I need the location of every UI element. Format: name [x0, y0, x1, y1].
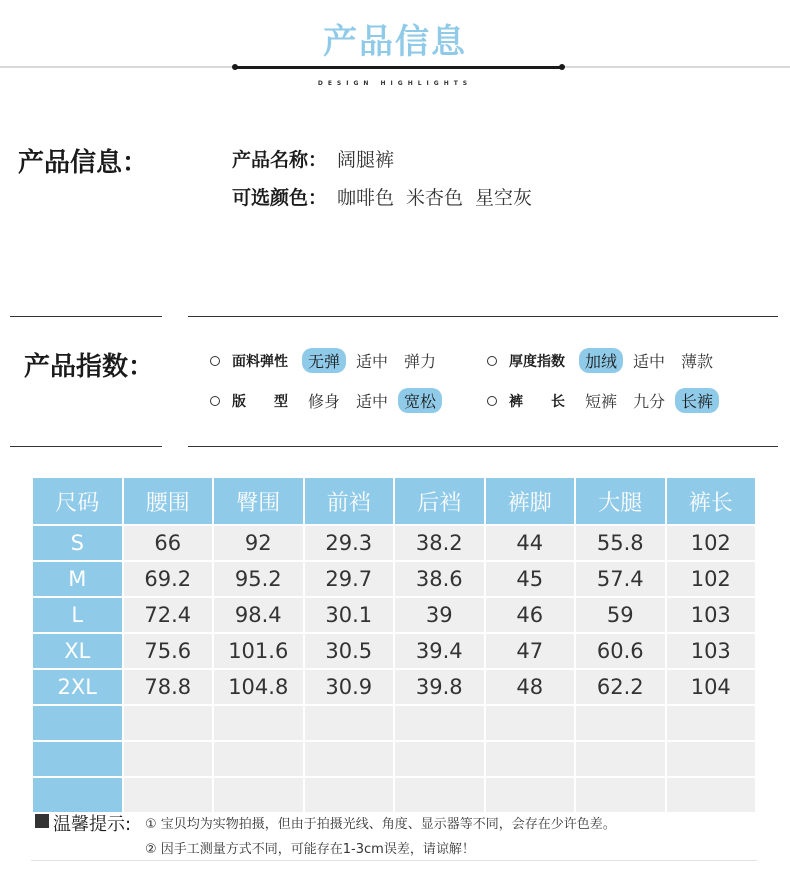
table-row	[33, 526, 755, 560]
tips-label: 温馨提示:	[53, 814, 132, 835]
size-cell: L	[33, 598, 122, 632]
index-group-length	[487, 388, 723, 413]
index-option-selected: 无弹	[302, 348, 346, 373]
product-index-heading: 产品指数：	[24, 352, 155, 382]
index-option: 薄款	[681, 352, 714, 371]
index-group-label: 厚度指数	[509, 353, 565, 370]
measurement-cell: 102	[667, 562, 756, 596]
measurement-cell: 29.7	[305, 562, 394, 596]
index-group-fit	[210, 388, 446, 413]
size-table-body	[33, 526, 755, 812]
table-row	[33, 778, 755, 812]
size-cell: XL	[33, 634, 122, 668]
table-row	[33, 562, 755, 596]
column-header: 前裆	[305, 478, 394, 524]
tip-item: ① 宝贝均为实物拍摄，但由于拍摄光线、角度、显示器等不同，会存在少许色差。	[145, 817, 616, 832]
header-dot-left	[232, 64, 238, 70]
tip-item: ② 因手工测量方式不同，可能存在1-3cm误差，请谅解！	[145, 842, 475, 857]
index-option-selected: 加绒	[579, 348, 623, 373]
measurement-cell: 62.2	[576, 670, 665, 704]
index-option: 适中	[356, 352, 389, 371]
measurement-cell	[214, 778, 303, 812]
table-row	[33, 634, 755, 668]
color-option: 星空灰	[475, 187, 533, 209]
table-header-row	[33, 478, 755, 524]
bullet-circle-icon	[210, 396, 220, 406]
measurement-cell: 72.4	[124, 598, 213, 632]
index-option: 弹力	[404, 352, 437, 371]
index-option: 适中	[633, 352, 666, 371]
measurement-cell	[486, 778, 575, 812]
product-colors-row	[232, 183, 544, 210]
product-info-heading: 产品信息：	[18, 148, 149, 178]
measurement-cell: 60.6	[576, 634, 665, 668]
column-header: 裤脚	[486, 478, 575, 524]
color-option: 米杏色	[406, 187, 464, 209]
column-header: 裤长	[667, 478, 756, 524]
measurement-cell: 39.8	[395, 670, 484, 704]
measurement-cell: 44	[486, 526, 575, 560]
header-dot-right	[559, 64, 565, 70]
size-cell	[33, 778, 122, 812]
measurement-cell: 30.9	[305, 670, 394, 704]
index-option: 适中	[356, 392, 389, 411]
table-row	[33, 706, 755, 740]
measurement-cell	[395, 742, 484, 776]
measurement-cell: 101.6	[214, 634, 303, 668]
page-title: 产品信息	[323, 22, 467, 62]
column-header: 臀围	[214, 478, 303, 524]
size-cell	[33, 706, 122, 740]
measurement-cell	[667, 778, 756, 812]
measurement-cell: 30.5	[305, 634, 394, 668]
measurement-cell: 98.4	[214, 598, 303, 632]
measurement-cell: 59	[576, 598, 665, 632]
measurement-cell: 75.6	[124, 634, 213, 668]
measurement-cell: 38.6	[395, 562, 484, 596]
measurement-cell: 46	[486, 598, 575, 632]
table-row	[33, 598, 755, 632]
column-header: 大腿	[576, 478, 665, 524]
tip-square-icon	[35, 814, 49, 828]
measurement-cell: 103	[667, 634, 756, 668]
index-divider-bottom-left	[10, 446, 162, 447]
measurement-cell: 78.8	[124, 670, 213, 704]
index-divider-top-left	[10, 316, 162, 317]
measurement-cell	[124, 778, 213, 812]
product-name-row	[232, 145, 394, 172]
measurement-cell	[486, 742, 575, 776]
measurement-cell: 39.4	[395, 634, 484, 668]
measurement-cell: 57.4	[576, 562, 665, 596]
index-option: 修身	[308, 392, 341, 411]
size-cell: M	[33, 562, 122, 596]
measurement-cell	[576, 778, 665, 812]
measurement-cell: 30.1	[305, 598, 394, 632]
measurement-cell: 95.2	[214, 562, 303, 596]
measurement-cell	[305, 706, 394, 740]
index-divider-top-right	[188, 316, 778, 317]
index-divider-bottom-right	[188, 446, 778, 447]
product-name-value: 阔腿裤	[337, 149, 395, 171]
index-option-selected: 长裤	[675, 388, 719, 413]
column-header: 尺码	[33, 478, 122, 524]
index-group-label: 面料弹性	[232, 353, 288, 370]
measurement-cell	[124, 706, 213, 740]
measurement-cell	[305, 778, 394, 812]
measurement-cell	[124, 742, 213, 776]
measurement-cell: 104	[667, 670, 756, 704]
color-option: 咖啡色	[337, 187, 395, 209]
size-cell: 2XL	[33, 670, 122, 704]
header-subtitle: DESIGN HIGHLIGHTS	[317, 80, 473, 87]
measurement-cell: 39	[395, 598, 484, 632]
measurement-cell: 55.8	[576, 526, 665, 560]
header-accent-line	[236, 66, 562, 69]
index-group-label: 裤 长	[509, 393, 565, 410]
measurement-cell: 48	[486, 670, 575, 704]
measurement-cell: 92	[214, 526, 303, 560]
bullet-circle-icon	[210, 356, 220, 366]
column-header: 后裆	[395, 478, 484, 524]
measurement-cell	[305, 742, 394, 776]
measurement-cell	[667, 706, 756, 740]
tips-divider	[31, 860, 757, 861]
index-option: 短裤	[585, 392, 618, 411]
bullet-circle-icon	[487, 356, 497, 366]
measurement-cell	[486, 706, 575, 740]
product-colors-label: 可选颜色：	[232, 187, 328, 209]
index-option-selected: 宽松	[398, 388, 442, 413]
measurement-cell	[667, 742, 756, 776]
product-name-label: 产品名称：	[232, 149, 328, 171]
measurement-cell: 102	[667, 526, 756, 560]
size-cell: S	[33, 526, 122, 560]
table-row	[33, 670, 755, 704]
size-chart-table	[31, 476, 757, 814]
measurement-cell: 69.2	[124, 562, 213, 596]
table-row	[33, 742, 755, 776]
measurement-cell	[576, 742, 665, 776]
measurement-cell: 38.2	[395, 526, 484, 560]
measurement-cell	[214, 742, 303, 776]
index-group-elasticity	[210, 348, 446, 373]
index-option: 九分	[633, 392, 666, 411]
measurement-cell: 103	[667, 598, 756, 632]
measurement-cell: 45	[486, 562, 575, 596]
measurement-cell	[214, 706, 303, 740]
measurement-cell: 66	[124, 526, 213, 560]
measurement-cell: 104.8	[214, 670, 303, 704]
bullet-circle-icon	[487, 396, 497, 406]
measurement-cell: 29.3	[305, 526, 394, 560]
measurement-cell	[576, 706, 665, 740]
measurement-cell	[395, 706, 484, 740]
column-header: 腰围	[124, 478, 213, 524]
index-group-label: 版 型	[232, 393, 288, 410]
measurement-cell	[395, 778, 484, 812]
measurement-cell: 47	[486, 634, 575, 668]
size-cell	[33, 742, 122, 776]
index-group-thickness	[487, 348, 723, 373]
